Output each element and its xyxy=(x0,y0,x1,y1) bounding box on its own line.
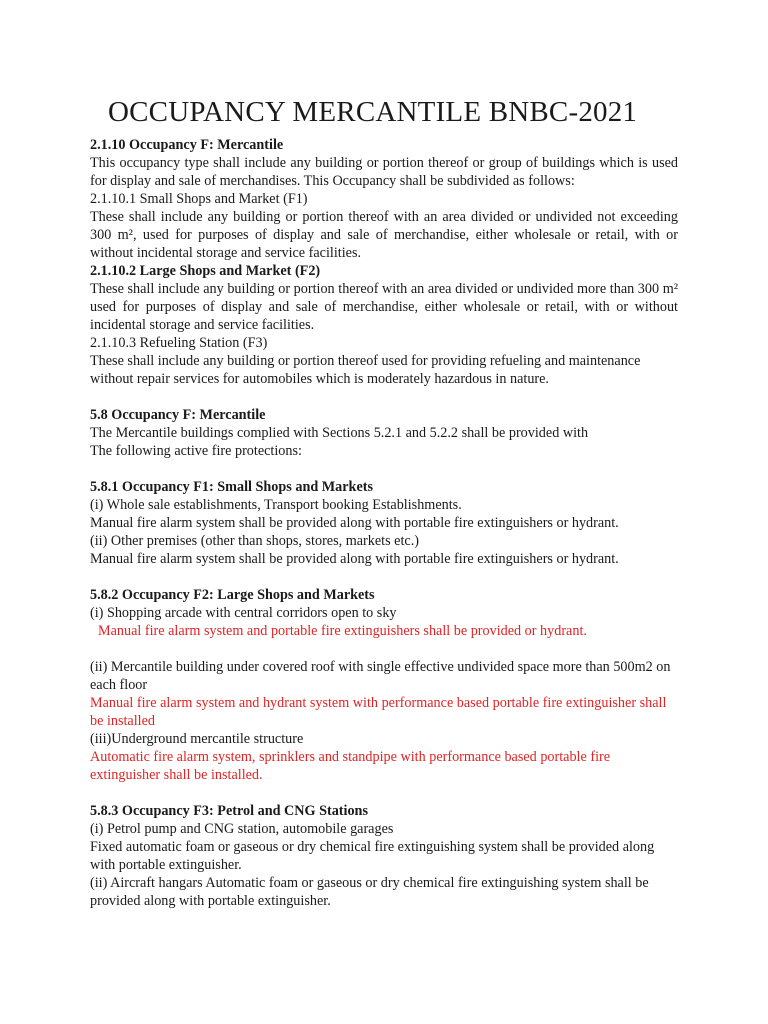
section-heading-5-8-2: 5.8.2 Occupancy F2: Large Shops and Markets xyxy=(90,587,375,603)
subsection-heading-f3: 2.1.10.3 Refueling Station (F3) xyxy=(90,335,268,351)
subsection-heading-f2: 2.1.10.2 Large Shops and Market (F2) xyxy=(90,263,321,279)
document-page xyxy=(90,0,678,910)
document-title: OCCUPANCY MERCANTILE BNBC-2021 xyxy=(108,96,638,128)
item-5-8-3-ii: (ii) Aircraft hangars Automatic foam or gaseous or dry chemical fire extinguishing system shall be provided along with portable extinguisher. xyxy=(90,875,649,909)
section-text-5-8-line2: The following active fire protections: xyxy=(90,443,302,459)
requirement-5-8-2-i: Manual fire alarm system and portable fire extinguishers shall be provided or hydrant. xyxy=(98,623,587,639)
requirement-5-8-1-ii: Manual fire alarm system shall be provided along with portable fire extinguishers or hydrant. xyxy=(90,551,619,567)
spacer xyxy=(90,460,678,478)
item-5-8-1-i: (i) Whole sale establishments, Transport booking Establishments. xyxy=(90,497,462,513)
requirement-5-8-2-iii: Automatic fire alarm system, sprinklers and standpipe with performance based portable fire extinguisher shall be installed. xyxy=(90,749,611,783)
requirement-5-8-3-i: Fixed automatic foam or gaseous or dry chemical fire extinguishing system shall be provided along with portable extinguisher. xyxy=(90,839,655,873)
section-text-5-8-line1: The Mercantile buildings complied with Sections 5.2.1 and 5.2.2 shall be provided with xyxy=(90,425,589,441)
section-heading-5-8: 5.8 Occupancy F: Mercantile xyxy=(90,407,266,423)
item-5-8-2-i: (i) Shopping arcade with central corridors open to sky xyxy=(90,605,397,621)
section-intro-2-1-10: This occupancy type shall include any building or portion thereof or group of buildings which is used for display and sale of merchandises. This Occupancy shall be subdivided as follows: xyxy=(90,155,678,189)
document-body xyxy=(90,136,678,910)
item-5-8-3-i: (i) Petrol pump and CNG station, automobile garages xyxy=(90,821,394,837)
item-5-8-1-ii: (ii) Other premises (other than shops, stores, markets etc.) xyxy=(90,533,419,549)
requirement-5-8-1-i: Manual fire alarm system shall be provided along with portable fire extinguishers or hydrant. xyxy=(90,515,619,531)
section-heading-5-8-3: 5.8.3 Occupancy F3: Petrol and CNG Stations xyxy=(90,803,368,819)
requirement-5-8-2-ii: Manual fire alarm system and hydrant system with performance based portable fire extinguisher shall be installed xyxy=(90,695,667,729)
spacer xyxy=(90,568,678,586)
section-heading-5-8-1: 5.8.1 Occupancy F1: Small Shops and Markets xyxy=(90,479,373,495)
subsection-text-f1: These shall include any building or portion thereof with an area divided or undivided not exceeding 300 m², used for purposes of display and sale of merchandise, either wholesale or retail, with or without incidental storage and service facilities. xyxy=(90,209,678,261)
subsection-heading-f1: 2.1.10.1 Small Shops and Market (F1) xyxy=(90,191,308,207)
section-heading-2-1-10: 2.1.10 Occupancy F: Mercantile xyxy=(90,137,284,153)
spacer xyxy=(90,640,678,658)
subsection-text-f2: These shall include any building or portion thereof with an area divided or undivided more than 300 m² used for purposes of display and sale of merchandise, either wholesale or retail, with or without incidental storage and service facilities. xyxy=(90,281,678,333)
spacer xyxy=(90,784,678,802)
item-5-8-2-ii: (ii) Mercantile building under covered roof with single effective undivided space more than 500m2 on each floor xyxy=(90,659,671,693)
subsection-text-f3: These shall include any building or portion thereof used for providing refueling and maintenance without repair services for automobiles which is moderately hazardous in nature. xyxy=(90,353,641,387)
item-5-8-2-iii: (iii)Underground mercantile structure xyxy=(90,731,304,747)
spacer xyxy=(90,388,678,406)
